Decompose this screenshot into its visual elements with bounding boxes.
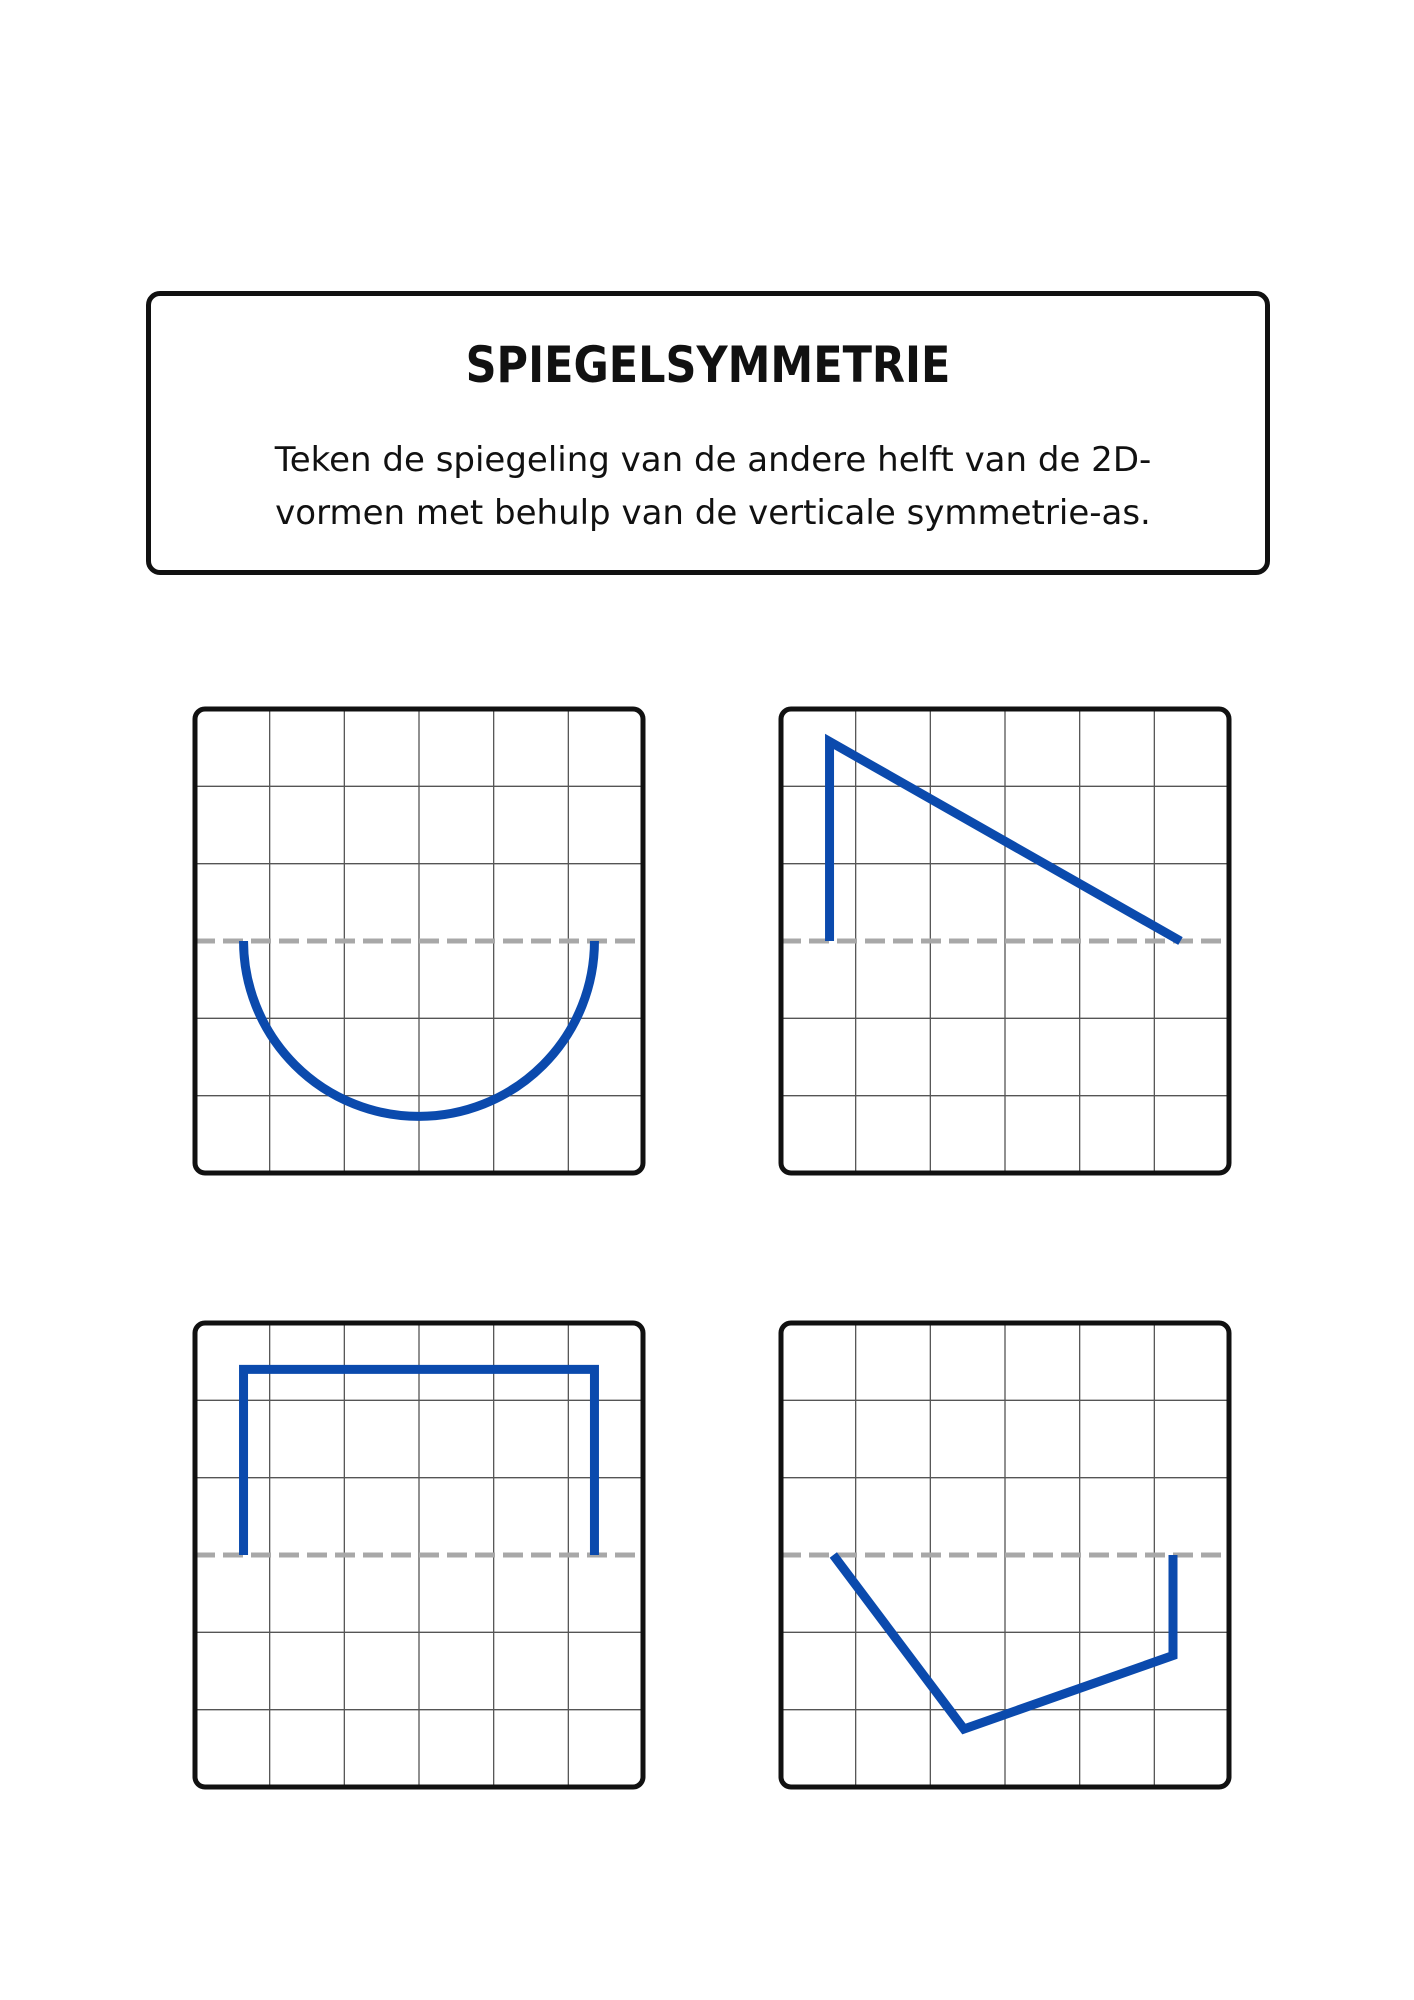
grid-svg-2[interactable] [778,706,1232,1176]
exercise-grid-1[interactable] [192,706,646,1176]
page-title: SPIEGELSYMMETRIE [465,336,951,394]
exercise-grid-3[interactable] [192,1320,646,1790]
exercise-grid-2[interactable] [778,706,1232,1176]
instructions-text: Teken de spiegeling van de andere helft van de 2D-vormen met behulp van de verticale symmetrie-as. [274,440,1152,533]
grid-svg-1[interactable] [192,706,646,1176]
grid-svg-3[interactable] [192,1320,646,1790]
exercise-grid-4[interactable] [778,1320,1232,1790]
instruction-box [146,291,1270,575]
grid-svg-4[interactable] [778,1320,1232,1790]
